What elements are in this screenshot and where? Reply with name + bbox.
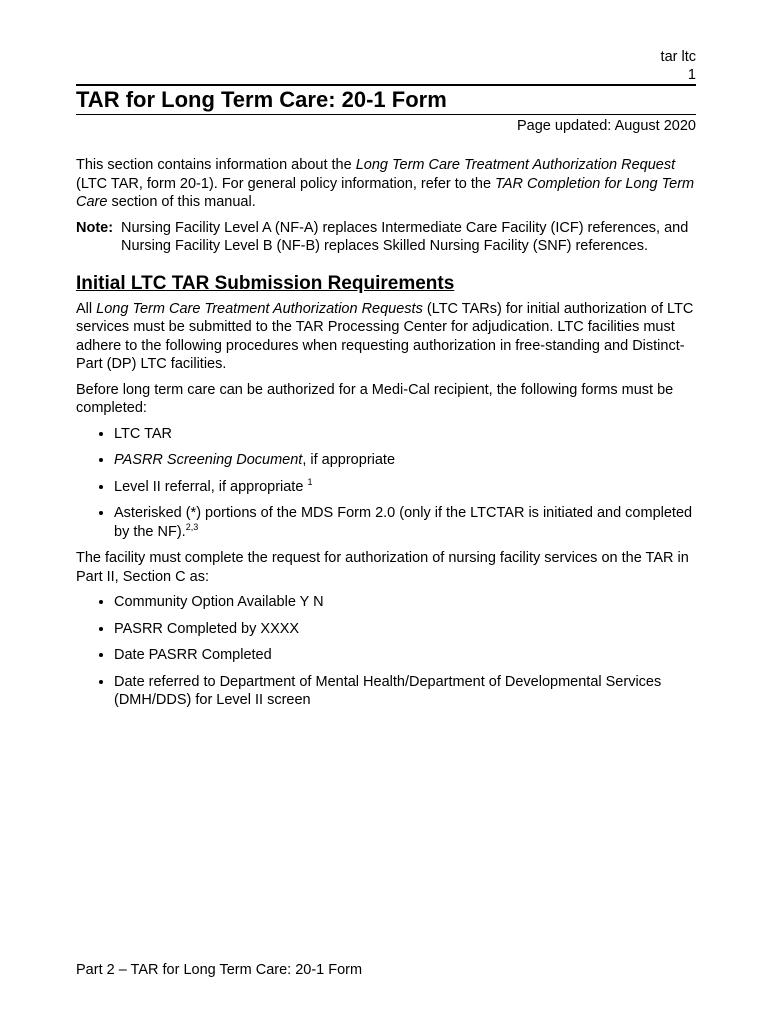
note-block xyxy=(76,219,696,256)
doc-code: tar ltc xyxy=(660,49,696,65)
intro-italic-tar-completion: TAR Completion for Long Term Care xyxy=(76,175,695,210)
intro-text-5: section of this manual. xyxy=(107,194,256,210)
page-header-right xyxy=(661,48,696,84)
page-updated-date: Page updated: August 2020 xyxy=(517,118,696,134)
document-body xyxy=(76,156,696,718)
part2-items-list xyxy=(76,593,696,710)
list-item xyxy=(114,425,696,444)
list-item-text: Level II referral, if appropriate xyxy=(114,478,308,495)
intro-paragraph xyxy=(76,156,696,212)
page-title: TAR for Long Term Care: 20-1 Form xyxy=(76,87,447,112)
footnote-ref: 2,3 xyxy=(185,521,199,532)
list-item: • Date referred to Department of Mental Health/Department of Developmental Services (DMH/DDS) for Level II screen xyxy=(114,673,696,710)
list-item-text: LTC TAR xyxy=(114,425,173,442)
list-item: • PASRR Completed by XXXX xyxy=(114,620,696,639)
required-forms-list xyxy=(76,425,696,542)
page-footer: Part 2 – TAR for Long Term Care: 20-1 Form xyxy=(76,962,363,978)
list-item: • Date PASRR Completed xyxy=(114,646,696,665)
note-label: Note: xyxy=(76,219,114,236)
note-text: Nursing Facility Level A (NF-A) replaces Intermediate Care Facility (ICF) references, and Nursing Facility Level B (NF-B) replaces Skilled Nursing Facility (SNF) references. xyxy=(121,219,689,254)
list-item-italic: PASRR Screening Document xyxy=(114,452,303,468)
intro-text-3: (LTC TAR, form 20-1). For general policy information, refer to the xyxy=(76,175,496,192)
list-item xyxy=(114,478,696,497)
list-item: • Community Option Available Y N xyxy=(114,593,696,612)
p1-text-3: (LTC TARs) for initial authorization of LTC services must be submitted to the TAR Processing Center for adjudication. LTC facilities must adhere to the following procedures when requesting authorization in free-standing and Distinct-Part (DP) LTC facilities. xyxy=(76,300,694,372)
document-page xyxy=(76,0,696,1024)
section-paragraph-2: Before long term care can be authorized for a Medi-Cal recipient, the following forms must be completed: xyxy=(76,381,674,416)
footnote-ref: 1 xyxy=(307,476,313,487)
list-item-text: Asterisked (*) portions of the MDS Form 2.0 (only if the LTCTAR is initiated and completed by the NF). xyxy=(114,505,693,540)
list-item-text: , if appropriate xyxy=(302,452,396,468)
intro-text-1: This section contains information about the xyxy=(76,157,356,173)
section-paragraph-1 xyxy=(76,300,696,374)
list-item xyxy=(114,451,696,470)
list-item xyxy=(114,504,696,541)
intro-italic-ltc-tar: Long Term Care Treatment Authorization Request xyxy=(355,157,676,173)
section-heading: Initial LTC TAR Submission Requirements xyxy=(76,272,455,294)
page-number: 1 xyxy=(687,67,696,83)
section-paragraph-3: The facility must complete the request for authorization of nursing facility services on the TAR in Part II, Section C as: xyxy=(76,550,689,585)
header-rule-bottom xyxy=(76,114,696,115)
p1-text-1: All xyxy=(76,300,97,317)
p1-italic: Long Term Care Treatment Authorization Requests xyxy=(96,300,423,317)
